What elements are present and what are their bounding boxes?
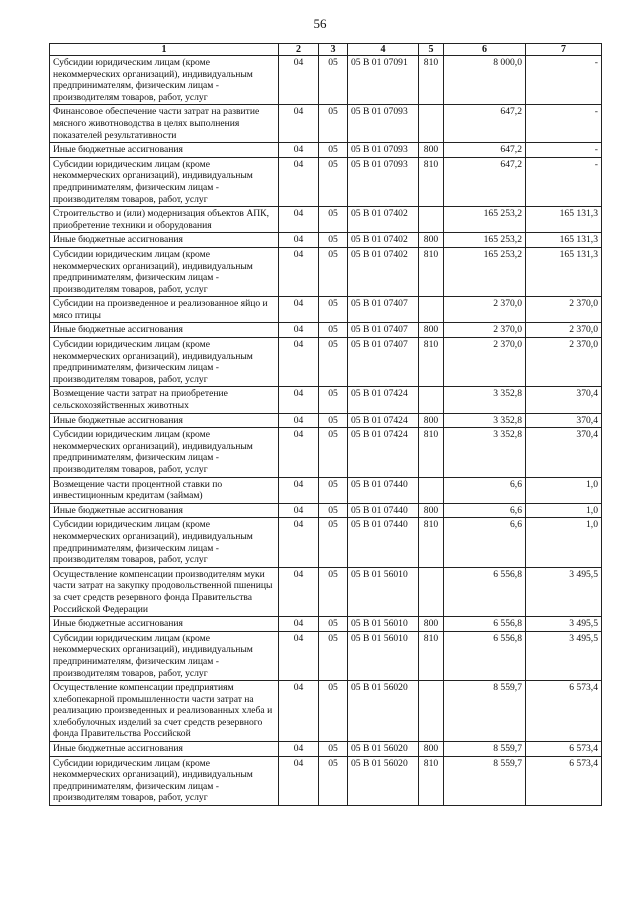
- row-name-cell: Субсидии юридическим лицам (кроме некоммерческих организаций), индивидуальным предпринимателям, физическим лицам - производителям товаров, работ, услуг: [50, 428, 279, 477]
- amount-executed-cell: -: [526, 56, 602, 105]
- column-header: 4: [348, 44, 419, 56]
- target-article-cell: 05 В 01 07440: [348, 503, 419, 518]
- section-code-cell: 04: [279, 742, 319, 757]
- target-article-cell: 05 В 01 07402: [348, 233, 419, 248]
- amount-approved-cell: 8 559,7: [444, 681, 526, 742]
- table-body: [50, 56, 602, 806]
- target-article-cell: 05 В 01 07402: [348, 247, 419, 296]
- amount-approved-cell: 3 352,8: [444, 387, 526, 413]
- table-row: [50, 338, 602, 387]
- expense-type-cell: 810: [419, 428, 444, 477]
- expense-type-cell: 800: [419, 323, 444, 338]
- amount-approved-cell: 8 559,7: [444, 756, 526, 805]
- subsection-code-cell: 05: [319, 631, 348, 680]
- table-row: [50, 477, 602, 503]
- row-name-cell: Иные бюджетные ассигнования: [50, 503, 279, 518]
- amount-approved-cell: 6 556,8: [444, 631, 526, 680]
- subsection-code-cell: 05: [319, 477, 348, 503]
- target-article-cell: 05 В 01 07407: [348, 297, 419, 323]
- expense-type-cell: 800: [419, 233, 444, 248]
- amount-approved-cell: 165 253,2: [444, 207, 526, 233]
- expense-type-cell: [419, 681, 444, 742]
- section-code-cell: 04: [279, 233, 319, 248]
- table-row: [50, 518, 602, 567]
- amount-approved-cell: 2 370,0: [444, 323, 526, 338]
- target-article-cell: 05 В 01 07093: [348, 105, 419, 143]
- amount-approved-cell: 165 253,2: [444, 233, 526, 248]
- amount-executed-cell: 165 131,3: [526, 247, 602, 296]
- table-row: [50, 756, 602, 805]
- row-name-cell: Иные бюджетные ассигнования: [50, 413, 279, 428]
- amount-approved-cell: 2 370,0: [444, 297, 526, 323]
- table-row: [50, 681, 602, 742]
- amount-executed-cell: 2 370,0: [526, 338, 602, 387]
- expense-type-cell: 810: [419, 247, 444, 296]
- row-name-cell: Субсидии юридическим лицам (кроме некоммерческих организаций), индивидуальным предпринимателям, физическим лицам - производителям товаров, работ, услуг: [50, 157, 279, 206]
- expense-type-cell: 810: [419, 157, 444, 206]
- table-row: [50, 631, 602, 680]
- table-row: [50, 617, 602, 632]
- subsection-code-cell: 05: [319, 297, 348, 323]
- row-name-cell: Иные бюджетные ассигнования: [50, 233, 279, 248]
- amount-approved-cell: 6,6: [444, 477, 526, 503]
- table-row: [50, 143, 602, 158]
- amount-executed-cell: 3 495,5: [526, 631, 602, 680]
- amount-executed-cell: 370,4: [526, 413, 602, 428]
- section-code-cell: 04: [279, 56, 319, 105]
- amount-executed-cell: 370,4: [526, 428, 602, 477]
- table-row: [50, 56, 602, 105]
- target-article-cell: 05 В 01 56010: [348, 567, 419, 616]
- amount-executed-cell: 3 495,5: [526, 567, 602, 616]
- expense-type-cell: [419, 105, 444, 143]
- page-number: 56: [313, 16, 327, 31]
- subsection-code-cell: 05: [319, 157, 348, 206]
- target-article-cell: 05 В 01 56020: [348, 742, 419, 757]
- subsection-code-cell: 05: [319, 681, 348, 742]
- amount-executed-cell: -: [526, 105, 602, 143]
- expense-type-cell: 800: [419, 143, 444, 158]
- row-name-cell: Иные бюджетные ассигнования: [50, 143, 279, 158]
- target-article-cell: 05 В 01 07093: [348, 143, 419, 158]
- section-code-cell: 04: [279, 681, 319, 742]
- target-article-cell: 05 В 01 56010: [348, 631, 419, 680]
- expense-type-cell: 810: [419, 518, 444, 567]
- section-code-cell: 04: [279, 297, 319, 323]
- row-name-cell: Иные бюджетные ассигнования: [50, 323, 279, 338]
- amount-executed-cell: 165 131,3: [526, 207, 602, 233]
- table-row: [50, 413, 602, 428]
- section-code-cell: 04: [279, 338, 319, 387]
- section-code-cell: 04: [279, 428, 319, 477]
- subsection-code-cell: 05: [319, 518, 348, 567]
- expense-type-cell: 810: [419, 631, 444, 680]
- column-header: 3: [319, 44, 348, 56]
- subsection-code-cell: 05: [319, 143, 348, 158]
- subsection-code-cell: 05: [319, 207, 348, 233]
- expense-type-cell: 800: [419, 617, 444, 632]
- section-code-cell: 04: [279, 518, 319, 567]
- table-row: [50, 387, 602, 413]
- expense-type-cell: 800: [419, 503, 444, 518]
- target-article-cell: 05 В 01 07093: [348, 157, 419, 206]
- column-header: 2: [279, 44, 319, 56]
- row-name-cell: Субсидии юридическим лицам (кроме некоммерческих организаций), индивидуальным предпринимателям, физическим лицам - производителям товаров, работ, услуг: [50, 518, 279, 567]
- row-name-cell: Субсидии юридическим лицам (кроме некоммерческих организаций), индивидуальным предпринимателям, физическим лицам - производителям товаров, работ, услуг: [50, 756, 279, 805]
- column-header: 7: [526, 44, 602, 56]
- subsection-code-cell: 05: [319, 413, 348, 428]
- header-row: [50, 44, 602, 56]
- subsection-code-cell: 05: [319, 338, 348, 387]
- subsection-code-cell: 05: [319, 323, 348, 338]
- row-name-cell: Субсидии юридическим лицам (кроме некоммерческих организаций), индивидуальным предпринимателям, физическим лицам - производителям товаров, работ, услуг: [50, 56, 279, 105]
- row-name-cell: Возмещение части процентной ставки по инвестиционным кредитам (займам): [50, 477, 279, 503]
- section-code-cell: 04: [279, 413, 319, 428]
- expense-type-cell: 810: [419, 56, 444, 105]
- expense-type-cell: 800: [419, 413, 444, 428]
- section-code-cell: 04: [279, 157, 319, 206]
- subsection-code-cell: 05: [319, 105, 348, 143]
- subsection-code-cell: 05: [319, 56, 348, 105]
- budget-table: [49, 43, 602, 806]
- target-article-cell: 05 В 01 56010: [348, 617, 419, 632]
- target-article-cell: 05 В 01 07424: [348, 387, 419, 413]
- amount-executed-cell: 370,4: [526, 387, 602, 413]
- expense-type-cell: [419, 387, 444, 413]
- row-name-cell: Субсидии юридическим лицам (кроме некоммерческих организаций), индивидуальным предпринимателям, физическим лицам - производителям товаров, работ, услуг: [50, 631, 279, 680]
- table-row: [50, 297, 602, 323]
- amount-executed-cell: 1,0: [526, 477, 602, 503]
- section-code-cell: 04: [279, 631, 319, 680]
- row-name-cell: Субсидии юридическим лицам (кроме некоммерческих организаций), индивидуальным предпринимателям, физическим лицам - производителям товаров, работ, услуг: [50, 247, 279, 296]
- row-name-cell: Осуществление компенсации производителям муки части затрат на закупку продовольственной пшеницы за счет средств резервного фонда Правительства Российской Федерации: [50, 567, 279, 616]
- amount-approved-cell: 2 370,0: [444, 338, 526, 387]
- target-article-cell: 05 В 01 07407: [348, 323, 419, 338]
- subsection-code-cell: 05: [319, 247, 348, 296]
- section-code-cell: 04: [279, 503, 319, 518]
- subsection-code-cell: 05: [319, 387, 348, 413]
- amount-approved-cell: 3 352,8: [444, 413, 526, 428]
- section-code-cell: 04: [279, 387, 319, 413]
- target-article-cell: 05 В 01 07091: [348, 56, 419, 105]
- row-name-cell: Осуществление компенсации предприятиям хлебопекарной промышленности части затрат на реализацию произведенных и реализованных хлеба и хлебобулочных изделий за счет средств резервного фонда Правительства Российской: [50, 681, 279, 742]
- table-row: [50, 233, 602, 248]
- expense-type-cell: [419, 207, 444, 233]
- subsection-code-cell: 05: [319, 428, 348, 477]
- expense-type-cell: 810: [419, 756, 444, 805]
- row-name-cell: Возмещение части затрат на приобретение сельскохозяйственных животных: [50, 387, 279, 413]
- target-article-cell: 05 В 01 07424: [348, 413, 419, 428]
- subsection-code-cell: 05: [319, 756, 348, 805]
- amount-executed-cell: 6 573,4: [526, 681, 602, 742]
- expense-type-cell: 800: [419, 742, 444, 757]
- section-code-cell: 04: [279, 756, 319, 805]
- table-row: [50, 323, 602, 338]
- section-code-cell: 04: [279, 477, 319, 503]
- amount-executed-cell: 1,0: [526, 503, 602, 518]
- target-article-cell: 05 В 01 07440: [348, 518, 419, 567]
- amount-executed-cell: 165 131,3: [526, 233, 602, 248]
- target-article-cell: 05 В 01 07440: [348, 477, 419, 503]
- subsection-code-cell: 05: [319, 233, 348, 248]
- amount-executed-cell: 6 573,4: [526, 756, 602, 805]
- amount-approved-cell: 647,2: [444, 143, 526, 158]
- subsection-code-cell: 05: [319, 617, 348, 632]
- row-name-cell: Строительство и (или) модернизация объектов АПК, приобретение техники и оборудования: [50, 207, 279, 233]
- column-header: 6: [444, 44, 526, 56]
- amount-approved-cell: 6 556,8: [444, 617, 526, 632]
- amount-approved-cell: 3 352,8: [444, 428, 526, 477]
- table-row: [50, 105, 602, 143]
- subsection-code-cell: 05: [319, 567, 348, 616]
- amount-approved-cell: 8 559,7: [444, 742, 526, 757]
- amount-approved-cell: 6,6: [444, 503, 526, 518]
- amount-approved-cell: 647,2: [444, 157, 526, 206]
- section-code-cell: 04: [279, 105, 319, 143]
- column-header: 5: [419, 44, 444, 56]
- expense-type-cell: [419, 567, 444, 616]
- amount-executed-cell: 3 495,5: [526, 617, 602, 632]
- section-code-cell: 04: [279, 207, 319, 233]
- table-row: [50, 428, 602, 477]
- table-row: [50, 503, 602, 518]
- amount-approved-cell: 6,6: [444, 518, 526, 567]
- table-row: [50, 157, 602, 206]
- row-name-cell: Иные бюджетные ассигнования: [50, 742, 279, 757]
- section-code-cell: 04: [279, 323, 319, 338]
- amount-executed-cell: 2 370,0: [526, 323, 602, 338]
- section-code-cell: 04: [279, 567, 319, 616]
- amount-approved-cell: 6 556,8: [444, 567, 526, 616]
- row-name-cell: Субсидии на произведенное и реализованное яйцо и мясо птицы: [50, 297, 279, 323]
- target-article-cell: 05 В 01 56020: [348, 756, 419, 805]
- expense-type-cell: [419, 297, 444, 323]
- table-row: [50, 567, 602, 616]
- target-article-cell: 05 В 01 07402: [348, 207, 419, 233]
- column-header: 1: [50, 44, 279, 56]
- expense-type-cell: 810: [419, 338, 444, 387]
- target-article-cell: 05 В 01 07407: [348, 338, 419, 387]
- table-row: [50, 742, 602, 757]
- row-name-cell: Финансовое обеспечение части затрат на развитие мясного животноводства в целях выполнения показателей результативности: [50, 105, 279, 143]
- expense-type-cell: [419, 477, 444, 503]
- amount-executed-cell: -: [526, 143, 602, 158]
- table-row: [50, 247, 602, 296]
- target-article-cell: 05 В 01 56020: [348, 681, 419, 742]
- section-code-cell: 04: [279, 247, 319, 296]
- table-row: [50, 207, 602, 233]
- section-code-cell: 04: [279, 143, 319, 158]
- amount-executed-cell: 6 573,4: [526, 742, 602, 757]
- amount-executed-cell: 1,0: [526, 518, 602, 567]
- amount-executed-cell: 2 370,0: [526, 297, 602, 323]
- amount-executed-cell: -: [526, 157, 602, 206]
- amount-approved-cell: 8 000,0: [444, 56, 526, 105]
- row-name-cell: Иные бюджетные ассигнования: [50, 617, 279, 632]
- section-code-cell: 04: [279, 617, 319, 632]
- subsection-code-cell: 05: [319, 503, 348, 518]
- target-article-cell: 05 В 01 07424: [348, 428, 419, 477]
- amount-approved-cell: 165 253,2: [444, 247, 526, 296]
- amount-approved-cell: 647,2: [444, 105, 526, 143]
- row-name-cell: Субсидии юридическим лицам (кроме некоммерческих организаций), индивидуальным предпринимателям, физическим лицам - производителям товаров, работ, услуг: [50, 338, 279, 387]
- subsection-code-cell: 05: [319, 742, 348, 757]
